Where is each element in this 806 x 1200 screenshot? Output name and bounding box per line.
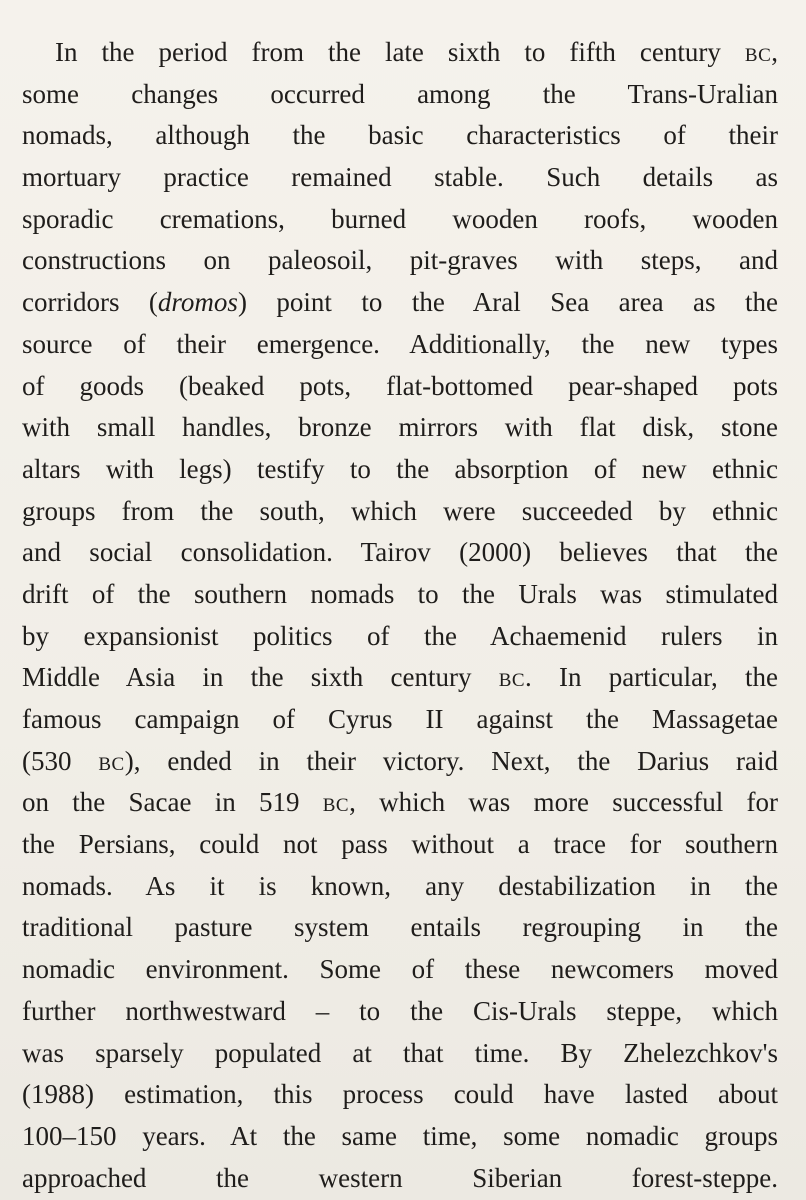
text-line: nomads. As it is known, any destabilization in the (22, 870, 778, 901)
text-line: famous campaign of Cyrus II against the Massagetae (22, 704, 778, 734)
small-caps-era: bc (498, 662, 526, 693)
text-line: by expansionist politics of the Achaemenid rulers in (22, 620, 778, 651)
text-line: mortuary practice remained stable. Such details as (22, 162, 778, 193)
text-line: traditional pasture system entails regrouping in the (22, 912, 778, 943)
text-line: some changes occurred among the Trans-Uralian (22, 78, 778, 109)
text-line: nomads, although the basic characteristics of their (22, 120, 778, 151)
text-line: In the period from the late sixth to fifth century bc, (55, 37, 778, 67)
text-line: approached the western Siberian forest-steppe. (22, 1162, 778, 1193)
italic-term: dromos (157, 287, 238, 318)
small-caps-era: bc (744, 37, 772, 67)
text-line: and social consolidation. Tairov (2000) believes that the (22, 537, 778, 568)
text-line: on the Sacae in 519 bc, which was more successful for (22, 787, 778, 818)
text-line: constructions on paleosoil, pit-graves with steps, and (22, 245, 778, 276)
small-caps-era: bc (98, 745, 125, 776)
text-line: corridors (dromos) point to the Aral Sea area as the (22, 287, 778, 318)
text-line: of goods (beaked pots, flat-bottomed pear-shaped pots (22, 370, 778, 401)
text-line: source of their emergence. Additionally, the new types (22, 328, 778, 359)
text-line: nomadic environment. Some of these newcomers moved (22, 954, 778, 985)
text-line: further northwestward – to the Cis-Urals steppe, which (22, 995, 778, 1026)
text-line: with small handles, bronze mirrors with flat disk, stone (22, 412, 778, 443)
text-line: the Persians, could not pass without a trace for southern (22, 829, 778, 860)
text-line: groups from the south, which were succeeded by ethnic (22, 495, 778, 526)
text-line: Middle Asia in the sixth century bc. In particular, the (22, 662, 778, 693)
text-line: was sparsely populated at that time. By Zhelezchkov's (22, 1037, 778, 1068)
text-line: altars with legs) testify to the absorption of new ethnic (22, 453, 778, 484)
text-line: 100–150 years. At the same time, some nomadic groups (22, 1120, 778, 1151)
text-line: (1988) estimation, this process could have lasted about (22, 1079, 778, 1110)
text-line: drift of the southern nomads to the Urals was stimulated (22, 578, 778, 609)
small-caps-era: bc (322, 787, 350, 818)
text-line: sporadic cremations, burned wooden roofs, wooden (22, 203, 778, 234)
body-paragraph (22, 32, 778, 1199)
text-line: (530 bc), ended in their victory. Next, the Darius raid (22, 745, 778, 776)
